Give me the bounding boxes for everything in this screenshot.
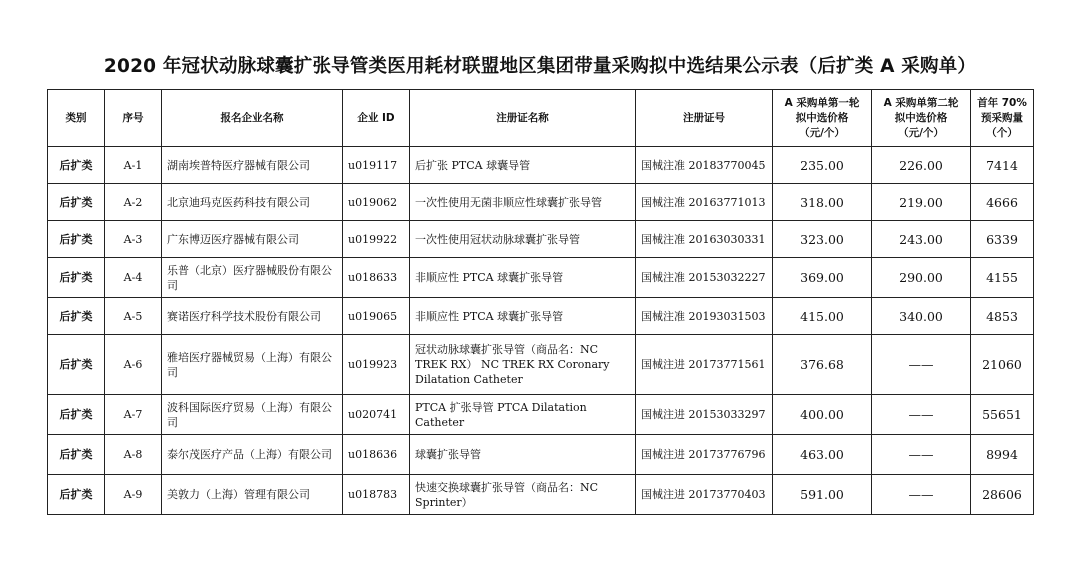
cell-volume: 7414	[971, 147, 1034, 184]
table-row	[48, 435, 1034, 475]
cell-price-round2: 290.00	[872, 258, 971, 298]
table-row	[48, 147, 1034, 184]
header-volume-line3: （个）	[986, 126, 1018, 139]
cell-price-round2: ——	[872, 435, 971, 475]
header-volume	[971, 90, 1034, 147]
cell-price-round1: 463.00	[773, 435, 872, 475]
cell-seq: A-2	[105, 184, 162, 221]
results-table	[47, 89, 1034, 515]
cell-seq: A-3	[105, 221, 162, 258]
cell-price-round1: 400.00	[773, 395, 872, 435]
cell-reg-no: 国械注进 20173771561	[636, 335, 773, 395]
header-volume-line2: 预采购量	[981, 111, 1023, 124]
cell-seq: A-4	[105, 258, 162, 298]
cell-price-round1: 591.00	[773, 475, 872, 515]
cell-price-round2: 219.00	[872, 184, 971, 221]
cell-company-id: u019062	[343, 184, 410, 221]
cell-reg-name: 非顺应性 PTCA 球囊扩张导管	[410, 258, 636, 298]
cell-company-id: u020741	[343, 395, 410, 435]
table-row	[48, 184, 1034, 221]
cell-price-round1: 369.00	[773, 258, 872, 298]
header-price-round2	[872, 90, 971, 147]
header-seq: 序号	[105, 90, 162, 147]
cell-price-round1: 318.00	[773, 184, 872, 221]
cell-company: 美敦力（上海）管理有限公司	[162, 475, 343, 515]
cell-category: 后扩类	[48, 147, 105, 184]
cell-price-round1: 376.68	[773, 335, 872, 395]
cell-company-id: u019923	[343, 335, 410, 395]
cell-category: 后扩类	[48, 258, 105, 298]
cell-category: 后扩类	[48, 475, 105, 515]
cell-company: 赛诺医疗科学技术股份有限公司	[162, 298, 343, 335]
header-company-id: 企业 ID	[343, 90, 410, 147]
cell-volume: 21060	[971, 335, 1034, 395]
cell-reg-name: 后扩张 PTCA 球囊导管	[410, 147, 636, 184]
cell-volume: 4155	[971, 258, 1034, 298]
cell-company: 雅培医疗器械贸易（上海）有限公司	[162, 335, 343, 395]
cell-seq: A-1	[105, 147, 162, 184]
header-price2-line2: 拟中选价格	[894, 111, 948, 124]
cell-reg-no: 国械注准 20153032227	[636, 258, 773, 298]
table-row	[48, 258, 1034, 298]
cell-reg-name: 快速交换球囊扩张导管（商品名：NC Sprinter）	[410, 475, 636, 515]
table-row	[48, 298, 1034, 335]
cell-category: 后扩类	[48, 221, 105, 258]
cell-reg-name: 一次性使用无菌非顺应性球囊扩张导管	[410, 184, 636, 221]
header-price2-line1: A 采购单第二轮	[883, 96, 959, 109]
header-company: 报名企业名称	[162, 90, 343, 147]
table-row	[48, 335, 1034, 395]
cell-volume: 28606	[971, 475, 1034, 515]
header-reg-no: 注册证号	[636, 90, 773, 147]
cell-reg-no: 国械注进 20173770403	[636, 475, 773, 515]
cell-price-round1: 415.00	[773, 298, 872, 335]
header-row	[48, 90, 1034, 147]
header-price1-line3: （元/个）	[799, 126, 845, 139]
cell-volume: 55651	[971, 395, 1034, 435]
cell-volume: 6339	[971, 221, 1034, 258]
cell-reg-name: 一次性使用冠状动脉球囊扩张导管	[410, 221, 636, 258]
cell-price-round2: ——	[872, 335, 971, 395]
cell-reg-name: 球囊扩张导管	[410, 435, 636, 475]
cell-company-id: u018636	[343, 435, 410, 475]
cell-seq: A-5	[105, 298, 162, 335]
cell-price-round2: ——	[872, 395, 971, 435]
table-row	[48, 475, 1034, 515]
cell-reg-no: 国械注进 20153033297	[636, 395, 773, 435]
cell-company-id: u019922	[343, 221, 410, 258]
page-title: 2020 年冠状动脉球囊扩张导管类医用耗材联盟地区集团带量采购拟中选结果公示表（后扩类 A 采购单）	[103, 56, 977, 77]
cell-company: 湖南埃普特医疗器械有限公司	[162, 147, 343, 184]
cell-company-id: u018633	[343, 258, 410, 298]
cell-reg-name: PTCA 扩张导管 PTCA Dilatation Catheter	[410, 395, 636, 435]
cell-reg-no: 国械注准 20183770045	[636, 147, 773, 184]
cell-company: 波科国际医疗贸易（上海）有限公司	[162, 395, 343, 435]
cell-company-id: u018783	[343, 475, 410, 515]
cell-price-round1: 235.00	[773, 147, 872, 184]
header-volume-line1: 首年 70%	[977, 96, 1027, 109]
cell-price-round2: 243.00	[872, 221, 971, 258]
cell-seq: A-7	[105, 395, 162, 435]
header-reg-name: 注册证名称	[410, 90, 636, 147]
cell-category: 后扩类	[48, 435, 105, 475]
cell-company: 乐普（北京）医疗器械股份有限公司	[162, 258, 343, 298]
table-row	[48, 395, 1034, 435]
header-price1-line2: 拟中选价格	[795, 111, 849, 124]
cell-reg-no: 国械注准 20193031503	[636, 298, 773, 335]
table-row	[48, 221, 1034, 258]
cell-price-round2: ——	[872, 475, 971, 515]
cell-company-id: u019117	[343, 147, 410, 184]
cell-category: 后扩类	[48, 395, 105, 435]
cell-price-round2: 226.00	[872, 147, 971, 184]
cell-reg-no: 国械注准 20163771013	[636, 184, 773, 221]
cell-category: 后扩类	[48, 298, 105, 335]
cell-seq: A-6	[105, 335, 162, 395]
cell-price-round2: 340.00	[872, 298, 971, 335]
cell-reg-name: 冠状动脉球囊扩张导管（商品名：NC TREK RX） NC TREK RX Coronary Dilatation Catheter	[410, 335, 636, 395]
header-price-round1	[773, 90, 872, 147]
cell-category: 后扩类	[48, 335, 105, 395]
cell-reg-name: 非顺应性 PTCA 球囊扩张导管	[410, 298, 636, 335]
cell-volume: 4666	[971, 184, 1034, 221]
cell-company: 北京迪玛克医药科技有限公司	[162, 184, 343, 221]
cell-company: 泰尔茂医疗产品（上海）有限公司	[162, 435, 343, 475]
cell-category: 后扩类	[48, 184, 105, 221]
header-category: 类别	[48, 90, 105, 147]
cell-volume: 8994	[971, 435, 1034, 475]
cell-reg-no: 国械注准 20163030331	[636, 221, 773, 258]
cell-reg-no: 国械注进 20173776796	[636, 435, 773, 475]
cell-company: 广东博迈医疗器械有限公司	[162, 221, 343, 258]
header-price2-line3: （元/个）	[898, 126, 944, 139]
cell-seq: A-9	[105, 475, 162, 515]
cell-price-round1: 323.00	[773, 221, 872, 258]
cell-volume: 4853	[971, 298, 1034, 335]
cell-company-id: u019065	[343, 298, 410, 335]
header-price1-line1: A 采购单第一轮	[784, 96, 860, 109]
cell-seq: A-8	[105, 435, 162, 475]
